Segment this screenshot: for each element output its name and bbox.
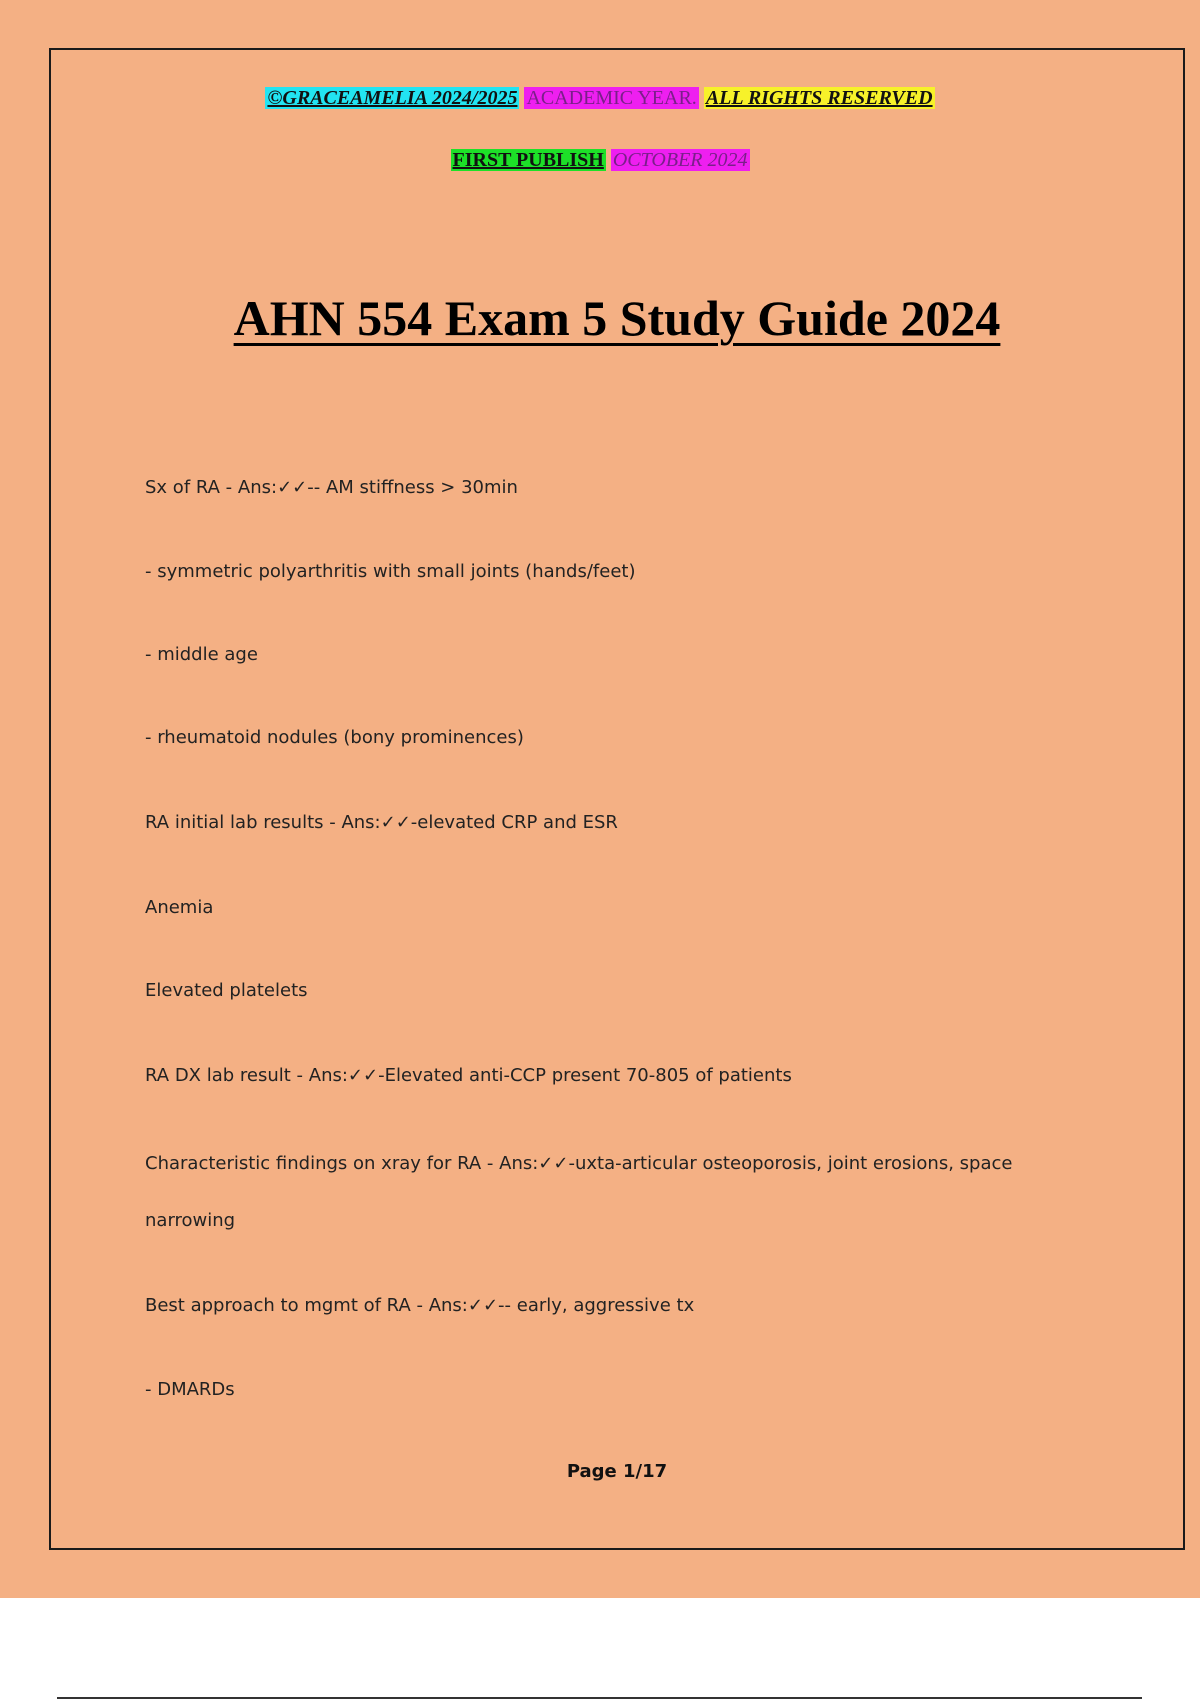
page-border xyxy=(49,48,1185,1550)
study-line: Best approach to mgmt of RA - Ans:✓✓-- early, aggressive tx xyxy=(145,1295,695,1316)
study-line: RA initial lab results - Ans:✓✓-elevated CRP and ESR xyxy=(145,812,618,833)
academic-year-text: ACADEMIC YEAR. xyxy=(526,87,697,109)
page-number: Page 1/17 xyxy=(566,1461,668,1482)
study-line: narrowing xyxy=(145,1210,236,1231)
copyright-text: ©GRACEAMELIA 2024/2025 xyxy=(267,87,518,109)
study-line: - DMARDs xyxy=(145,1379,235,1400)
study-line: - rheumatoid nodules (bony prominences) xyxy=(145,727,524,748)
study-line: Anemia xyxy=(145,897,214,918)
copyright-header xyxy=(0,86,1200,110)
study-line: Sx of RA - Ans:✓✓-- AM stiffness > 30min xyxy=(145,477,518,498)
next-page-rule xyxy=(57,1697,1142,1699)
study-line: RA DX lab result - Ans:✓✓-Elevated anti-CCP present 70-805 of patients xyxy=(145,1065,792,1086)
document-title-text: AHN 554 Exam 5 Study Guide 2024 xyxy=(233,290,1001,346)
study-line: Elevated platelets xyxy=(145,980,308,1001)
document-title xyxy=(0,288,1200,348)
rights-text: ALL RIGHTS RESERVED xyxy=(705,87,933,109)
study-line: - symmetric polyarthritis with small joints (hands/feet) xyxy=(145,561,636,582)
study-line: Characteristic findings on xray for RA - Ans:✓✓-uxta-articular osteoporosis, joint erosions, space xyxy=(145,1153,1013,1174)
publish-header xyxy=(0,148,1200,172)
study-line: - middle age xyxy=(145,644,258,665)
first-publish-text: FIRST PUBLISH xyxy=(452,149,604,171)
publish-date-text: OCTOBER 2024 xyxy=(612,149,748,171)
